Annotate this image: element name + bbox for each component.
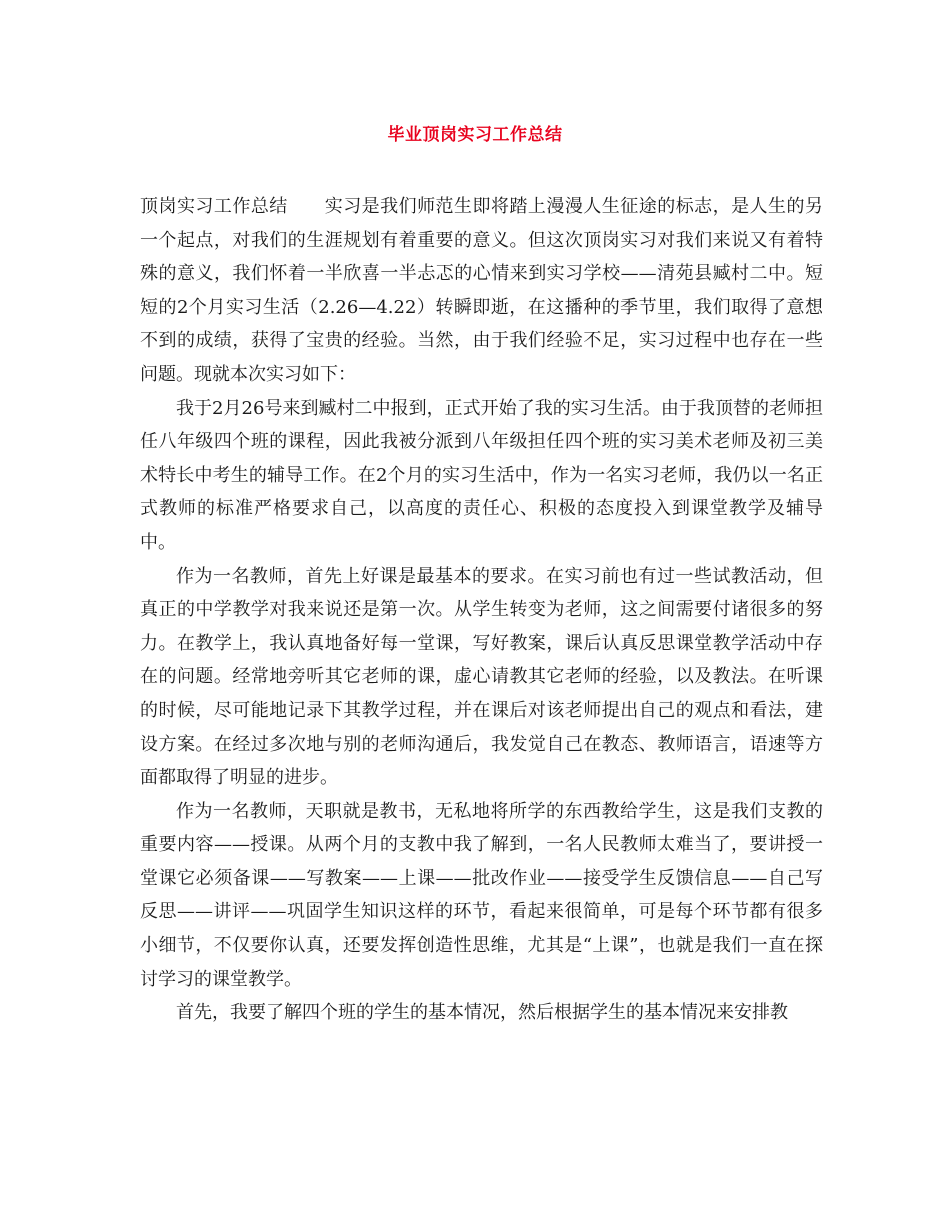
body-paragraph-5: 首先，我要了解四个班的学生的基本情况，然后根据学生的基本情况来安排教: [176, 1002, 788, 1024]
body-paragraph-4: 作为一名教师，天职就是教书，无私地将所学的东西教给学生，这是我们支教的重要内容——授课。从两个月的支教中我了解到，一名人民教师太难当了，要讲授一堂课它必须备课——写教案——上课——批改作业——接受学生反馈信息——自己写反思——讲评——巩固学生知识这样的环节，看起来很简单，可是每个环节都有很多小细节，不仅要你认真，还要发挥创造性思维，尤其是“上课”，也就是我们一直在探讨学习的课堂教学。: [140, 800, 823, 990]
document-body: [140, 190, 823, 1030]
body-paragraph-2: 我于2月26号来到臧村二中报到，正式开始了我的实习生活。由于我顶替的老师担任八年级四个班的课程，因此我被分派到八年级担任四个班的实习美术老师及初三美术特长中考生的辅导工作。在2个月的实习生活中，作为一名实习老师，我仍以一名正式教师的标准严格要求自己，以高度的责任心、积极的态度投入到课堂教学及辅导中。: [140, 397, 823, 553]
document-title: 毕业顶岗实习工作总结: [387, 125, 563, 145]
body-paragraph-3: 作为一名教师，首先上好课是最基本的要求。在实习前也有过一些试教活动，但真正的中学教学对我来说还是第一次。从学生转变为老师，这之间需要付诸很多的努力。在教学上，我认真地备好每一堂课，写好教案，课后认真反思课堂教学活动中存在的问题。经常地旁听其它老师的课，虚心请教其它老师的经验，以及教法。在听课的时候，尽可能地记录下其教学过程，并在课后对该老师提出自己的观点和看法，建设方案。在经过多次地与别的老师沟通后，我发觉自己在教态、教师语言，语速等方面都取得了明显的进步。: [140, 565, 823, 789]
body-paragraph-1: 顶岗实习工作总结 实习是我们师范生即将踏上漫漫人生征途的标志，是人生的另一个起点，对我们的生涯规划有着重要的意义。但这次顶岗实习对我们来说又有着特殊的意义，我们怀着一半欣喜一半忐忑的心情来到实习学校——清苑县臧村二中。短短的2个月实习生活（2.26—4.22）转瞬即逝，在这播种的季节里，我们取得了意想不到的成绩，获得了宝贵的经验。当然，由于我们经验不足，实习过程中也存在一些问题。现就本次实习如下：: [140, 196, 823, 385]
